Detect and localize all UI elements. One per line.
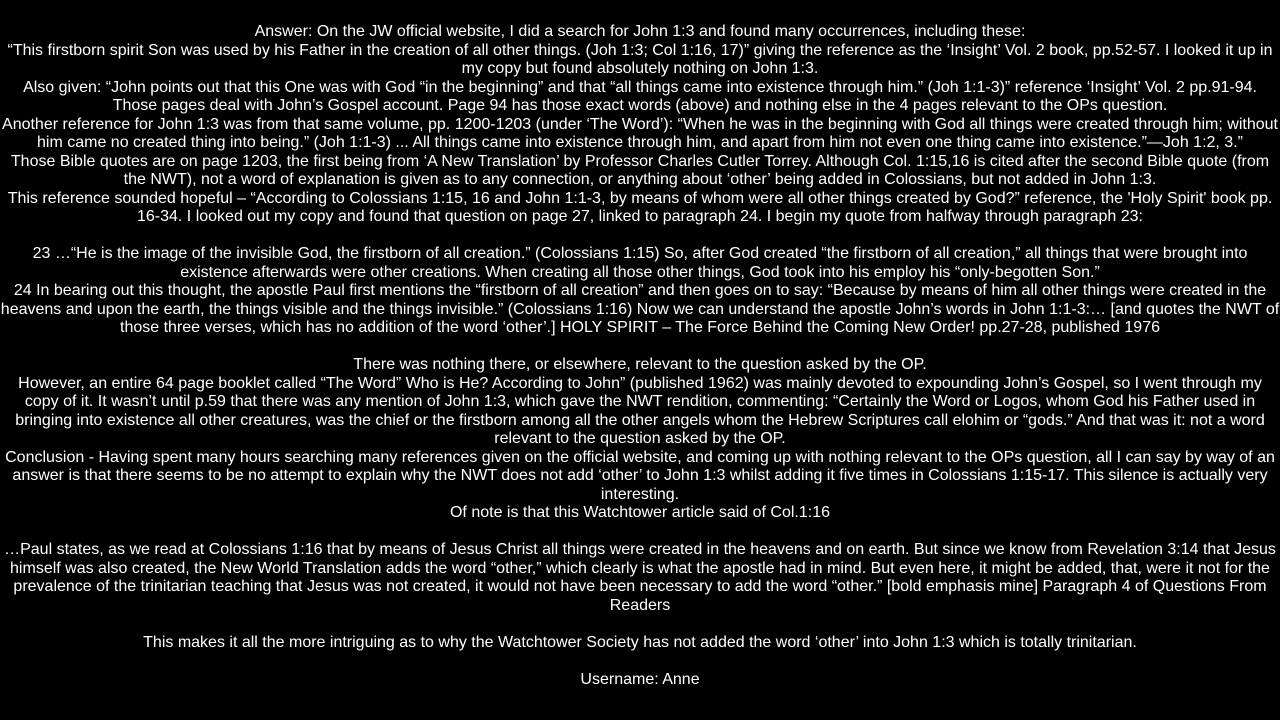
insight-reference-paragraph: “This firstborn spirit Son was used by his Father in the creation of all other things. (Joh 1:3; Col 1:16, 17)” giving the reference as the ‘Insight’ Vol. 2 book, pp.52-57. I looked it up in my copy but found absolutely nothing on John 1:3. xyxy=(7,41,1273,77)
watchtower-note-paragraph: Of note is that this Watchtower article said of Col.1:16 xyxy=(449,504,831,521)
watchtower-quote-paragraph: …Paul states, as we read at Colossians 1:16 that by means of Jesus Christ all things were created in the heavens and on earth. But since we know from Revelation 3:14 that Jesus himself was also created, the New World Translation adds the word “other,” which clearly is what the apostle had in mind. But even here, it might be added, that, were it not for the prevalence of the trinitarian teaching that Jesus was not created, it would not have been necessary to add the word “other.” [bold emphasis mine] Paragraph 4 of Questions From Readers xyxy=(4,541,1276,614)
conclusion-paragraph: Conclusion - Having spent many hours searching many references given on the official website, and coming up with nothing relevant to the OPs question, all I can say by way of an answer is that there seems to be no attempt to explain why the NWT does not add ‘other’ to John 1:3 whilst adding it five times in Colossians 1:15-17. This silence is actually very interesting. xyxy=(5,448,1275,503)
holy-spirit-book-paragraph: This reference sounded hopeful – “According to Colossians 1:15, 16 and John 1:1-3, by means of whom were all other things created by God?” reference, the 'Holy Spirit' book pp. 16-34. I looked out my copy and found that question on page 27, linked to paragraph 24. I begin my quote from halfway through paragraph 23: xyxy=(7,189,1273,225)
booklet-paragraph: However, an entire 64 page booklet called “The Word” Who is He? According to John” (published 1962) was mainly devoted to expounding John’s Gospel, so I went through my copy of it. It wasn’t until p.59 that there was any mention of John 1:3, which gave the NWT rendition, commenting: “Certainly the Word or Logos, whom God his Father used in bringing into existence all other creatures, was the chief or the firstborn among all the other angels whom the Hebrew Scriptures call elohim or “gods.” And that was it: not a word relevant to the question asked by the OP. xyxy=(15,374,1265,447)
quote-paragraph-24: 24 In bearing out this thought, the apostle Paul first mentions the “firstborn of all creation” and then goes on to say: “Because by means of him all other things were created in the heavens and upon the earth, the things visible and the things invisible.” (Colossians 1:16) Now we can understand the apostle John’s words in John 1:1-3:… [and quotes the NWT of those three verses, which has no addition of the word ‘other’.] HOLY SPIRIT – The Force Behind the Coming New Order! pp.27-28, published 1976 xyxy=(0,282,1280,336)
paragraph-spacer xyxy=(0,523,1280,542)
the-word-reference-paragraph: Another reference for John 1:3 was from that same volume, pp. 1200-1203 (under ‘The Word’): “When he was in the beginning with God all things were created through him; without him came no created thing into being.” (Joh 1:1-3) ... All things came into existence through him, and apart from him not even one thing came into existence.”—Joh 1:2, 3.” xyxy=(2,115,1278,151)
paragraph-spacer xyxy=(0,338,1280,357)
answer-intro: Answer: On the JW official website, I did a search for John 1:3 and found many occurrences, including these: xyxy=(254,23,1026,40)
paragraph-spacer xyxy=(0,652,1280,671)
nothing-relevant-paragraph: There was nothing there, or elsewhere, relevant to the question asked by the OP. xyxy=(353,356,927,373)
also-given-paragraph: Also given: “John points out that this One was with God “in the beginning” and that “all things came into existence through him.” (Joh 1:1-3)” reference ‘Insight’ Vol. 2 pp.91-94. xyxy=(23,78,1257,96)
paragraph-spacer xyxy=(0,227,1280,246)
page-1203-paragraph: Those Bible quotes are on page 1203, the first being from ‘A New Translation’ by Professor Charles Cutler Torrey. Although Col. 1:15,16 is cited after the second Bible quote (from the NWT), not a word of explanation is given as to any connection, or anything about ‘other’ being added in Colossians, but not added in John 1:3. xyxy=(10,152,1270,188)
quote-paragraph-23: 23 …“He is the image of the invisible God, the firstborn of all creation.” (Colossians 1:15) So, after God created “the firstborn of all creation,” all things that were brought into existence afterwards were other creations. When creating all those other things, God took into his employ his “only-begotten Son.” xyxy=(32,245,1248,281)
username-label: Username: Anne xyxy=(580,670,700,688)
closing-paragraph: This makes it all the more intriguing as to why the Watchtower Society has not added the word ‘other’ into John 1:3 which is totally trinitarian. xyxy=(143,633,1137,651)
gospel-account-paragraph: Those pages deal with John’s Gospel account. Page 94 has those exact words (above) and nothing else in the 4 pages relevant to the OPs question. xyxy=(112,97,1168,114)
paragraph-spacer xyxy=(0,615,1280,634)
answer-text-block xyxy=(0,23,1280,689)
